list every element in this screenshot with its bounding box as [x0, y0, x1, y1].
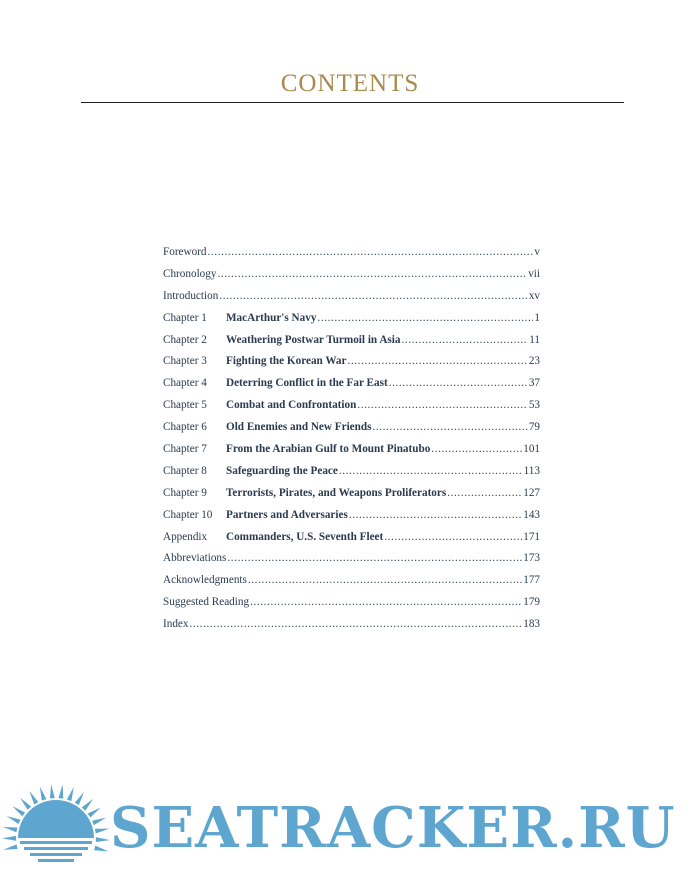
dot-leader — [347, 355, 527, 367]
toc-entry-title: Acknowledgments — [163, 574, 247, 587]
dot-leader — [248, 574, 522, 586]
toc-entry-title: Index — [163, 618, 189, 631]
sun-ray — [29, 791, 38, 804]
toc-chapter-label: Chapter 8 — [163, 464, 207, 477]
toc-entry — [163, 268, 540, 290]
toc-entry — [163, 552, 540, 574]
dot-leader — [372, 421, 527, 433]
toc-page-number: xv — [528, 289, 540, 302]
toc-page-number: 173 — [523, 552, 540, 565]
sun-ray — [3, 827, 17, 832]
dot-leader — [208, 246, 534, 258]
toc-entry — [163, 312, 540, 334]
toc-entry-title: Old Enemies and New Friends — [226, 421, 372, 434]
sun-ray — [75, 792, 84, 805]
sun-ray — [95, 829, 109, 834]
toc-entry — [163, 443, 540, 465]
toc-entry-title: From the Arabian Gulf to Mount Pinatubo — [226, 443, 431, 456]
toc-chapter-label: Chapter 5 — [163, 399, 207, 412]
sun-ray — [88, 808, 101, 818]
toc-chapter-label: Chapter 1 — [163, 311, 207, 324]
toc-entry-title: Suggested Reading — [163, 596, 250, 609]
toc-entry — [163, 509, 540, 531]
dot-leader — [389, 377, 528, 389]
toc-chapter-label: Chapter 6 — [163, 421, 207, 434]
sun-ray — [40, 786, 46, 800]
sun-stripe-3 — [30, 853, 82, 856]
toc-entry — [163, 531, 540, 553]
sun-ray — [94, 846, 108, 852]
watermark-text: SEATRACKER.RU — [110, 795, 676, 861]
sun-ray — [12, 806, 25, 816]
dot-leader — [357, 399, 527, 411]
toc-entry — [163, 574, 540, 596]
toc-entry-title: Fighting the Korean War — [226, 355, 347, 368]
toc-entry-title: Abbreviations — [163, 552, 227, 565]
sun-stripe-2 — [24, 847, 88, 850]
toc-page-number: 127 — [523, 486, 540, 499]
dot-leader — [317, 312, 533, 324]
page-title: CONTENTS — [280, 70, 420, 97]
sun-ray — [50, 784, 55, 798]
sun-ray — [2, 836, 16, 841]
toc-entry — [163, 399, 540, 421]
dot-leader — [217, 268, 527, 280]
toc-entry — [163, 246, 540, 268]
dot-leader — [227, 552, 522, 564]
toc-entry — [163, 355, 540, 377]
toc-page-number: 79 — [528, 421, 540, 434]
toc-entry — [163, 421, 540, 443]
toc-page-number: vii — [528, 267, 540, 280]
toc-page-number: 171 — [523, 530, 540, 543]
title-divider — [81, 102, 624, 103]
sun-ray — [7, 816, 21, 824]
sun-ray — [3, 844, 17, 849]
toc-chapter-label: Chapter 9 — [163, 486, 207, 499]
sun-stripe-1 — [20, 841, 92, 844]
dot-leader — [219, 290, 528, 302]
toc-chapter-label: Appendix — [163, 530, 208, 543]
toc-chapter-label: Chapter 10 — [163, 508, 213, 521]
toc-page-number: 37 — [528, 377, 540, 390]
dot-leader — [447, 487, 522, 499]
toc-chapter-label: Chapter 4 — [163, 377, 207, 390]
dot-leader — [189, 618, 522, 630]
dot-leader — [401, 334, 528, 346]
toc-entry-title: Introduction — [163, 289, 219, 302]
toc-entry-title: Chronology — [163, 267, 217, 280]
toc-entry-title: Safeguarding the Peace — [226, 464, 338, 477]
sun-ray — [96, 837, 110, 842]
sun-stripe-4 — [38, 859, 74, 862]
toc-page-number: v — [534, 246, 540, 258]
dot-leader — [349, 509, 522, 521]
dot-leader — [384, 531, 522, 543]
toc-entry-title: Combat and Confrontation — [226, 399, 357, 412]
toc-page-number: 143 — [523, 508, 540, 521]
sun-ray — [92, 818, 106, 826]
toc-entry-title: MacArthur's Navy — [226, 311, 317, 324]
table-of-contents — [163, 246, 540, 640]
sun-ray — [67, 787, 74, 801]
toc-entry — [163, 290, 540, 312]
toc-entry-title: Partners and Adversaries — [226, 508, 348, 521]
toc-entry-title: Terrorists, Pirates, and Weapons Proliferators — [226, 486, 447, 499]
toc-page-number: 183 — [523, 618, 540, 631]
toc-entry-title: Foreword — [163, 246, 207, 258]
toc-page-number: 177 — [523, 574, 540, 587]
toc-entry-title: Weathering Postwar Turmoil in Asia — [226, 333, 401, 346]
toc-chapter-label: Chapter 7 — [163, 443, 207, 456]
toc-page-number: 53 — [528, 399, 540, 412]
toc-page-number: 1 — [534, 311, 540, 324]
toc-page-number: 179 — [523, 596, 540, 609]
toc-entry — [163, 618, 540, 640]
toc-entry — [163, 596, 540, 618]
toc-entry — [163, 465, 540, 487]
sun-ray — [20, 798, 31, 810]
dot-leader — [250, 596, 522, 608]
dot-leader — [431, 443, 522, 455]
toc-entry-title: Deterring Conflict in the Far East — [226, 377, 388, 390]
toc-entry — [163, 487, 540, 509]
toc-entry — [163, 334, 540, 356]
toc-entry — [163, 377, 540, 399]
toc-page-number: 23 — [528, 355, 540, 368]
toc-page-number: 11 — [529, 333, 540, 346]
sun-ray — [58, 784, 63, 798]
sun-ray — [82, 799, 93, 811]
dot-leader — [339, 465, 523, 477]
toc-chapter-label: Chapter 3 — [163, 355, 207, 368]
toc-chapter-label: Chapter 2 — [163, 333, 207, 346]
toc-page-number: 101 — [523, 443, 540, 456]
toc-entry-title: Commanders, U.S. Seventh Fleet — [226, 530, 384, 543]
toc-page-number: 113 — [523, 464, 540, 477]
